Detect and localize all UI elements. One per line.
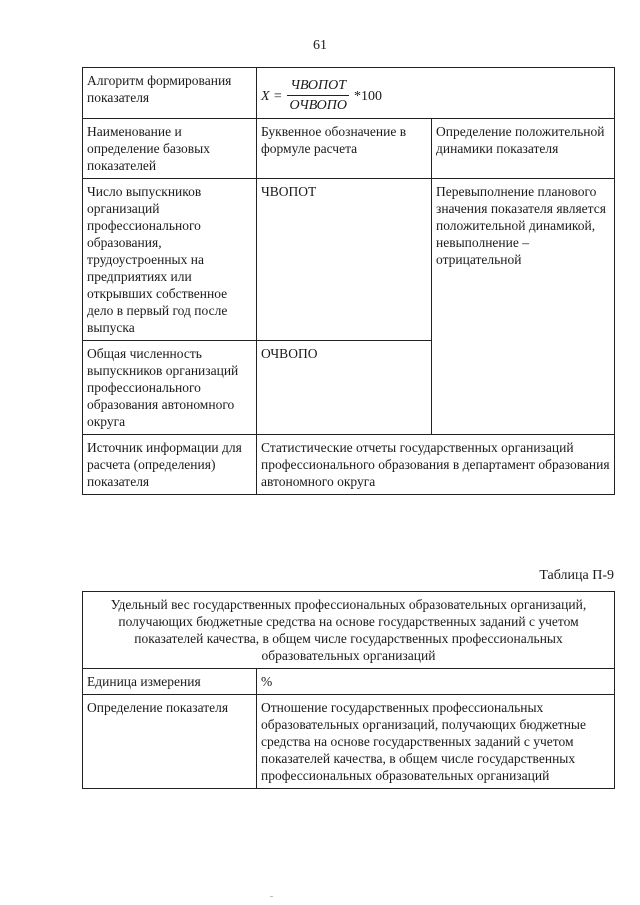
unit-value: % (257, 669, 615, 695)
table-label: Таблица П-9 (539, 568, 614, 583)
row-symbol: ЧВОПОТ (257, 179, 432, 341)
indicator-table (82, 67, 615, 495)
source-value: Статистические отчеты государственных организаций профессионального образования в департамент образования автономного округа (257, 435, 615, 495)
formula-cell (257, 68, 615, 119)
formula-numerator: ЧВОПОТ (287, 78, 349, 96)
formula (261, 78, 610, 114)
source-label: Источник информации для расчета (определения) показателя (83, 435, 257, 495)
scan-mark (270, 896, 273, 897)
header-row (83, 119, 615, 179)
unit-row (83, 669, 615, 695)
algorithm-row (83, 68, 615, 119)
formula-denominator: ОЧВОПО (289, 98, 347, 113)
page-number: 61 (313, 38, 327, 53)
header-dynamics: Определение положительной динамики показателя (432, 119, 615, 179)
indicator-table-p9 (82, 591, 615, 789)
title-row (83, 592, 615, 669)
row-name: Общая численность выпускников организаций профессионального образования автономного округа (83, 341, 257, 435)
header-symbol: Буквенное обозначение в формуле расчета (257, 119, 432, 179)
table-row (83, 179, 615, 341)
row-symbol: ОЧВОПО (257, 341, 432, 435)
header-name: Наименование и определение базовых показателей (83, 119, 257, 179)
source-row (83, 435, 615, 495)
formula-lhs: X = (261, 88, 283, 104)
unit-label: Единица измерения (83, 669, 257, 695)
formula-fraction (287, 78, 350, 114)
formula-multiplier: *100 (353, 88, 382, 104)
definition-value: Отношение государственных профессиональных образовательных организаций, получающих бюджетные средства на основе государственных заданий с учетом показателей качества, в общем числе государственных профессиональных образовательных организаций (257, 695, 615, 789)
definition-row (83, 695, 615, 789)
table-title: Удельный вес государственных профессиональных образовательных организаций, получающих бюджетные средства на основе государственных заданий с учетом показателей качества, в общем числе государственных профессиональных образовательных организаций (83, 592, 615, 669)
definition-label: Определение показателя (83, 695, 257, 789)
algorithm-label: Алгоритм формирования показателя (83, 68, 257, 119)
dynamics-definition: Перевыполнение планового значения показателя является положительной динамикой, невыполнение – отрицательной (432, 179, 615, 435)
row-name: Число выпускников организаций профессионального образования, трудоустроенных на предприятиях или открывших собственное дело в первый год после выпуска (83, 179, 257, 341)
